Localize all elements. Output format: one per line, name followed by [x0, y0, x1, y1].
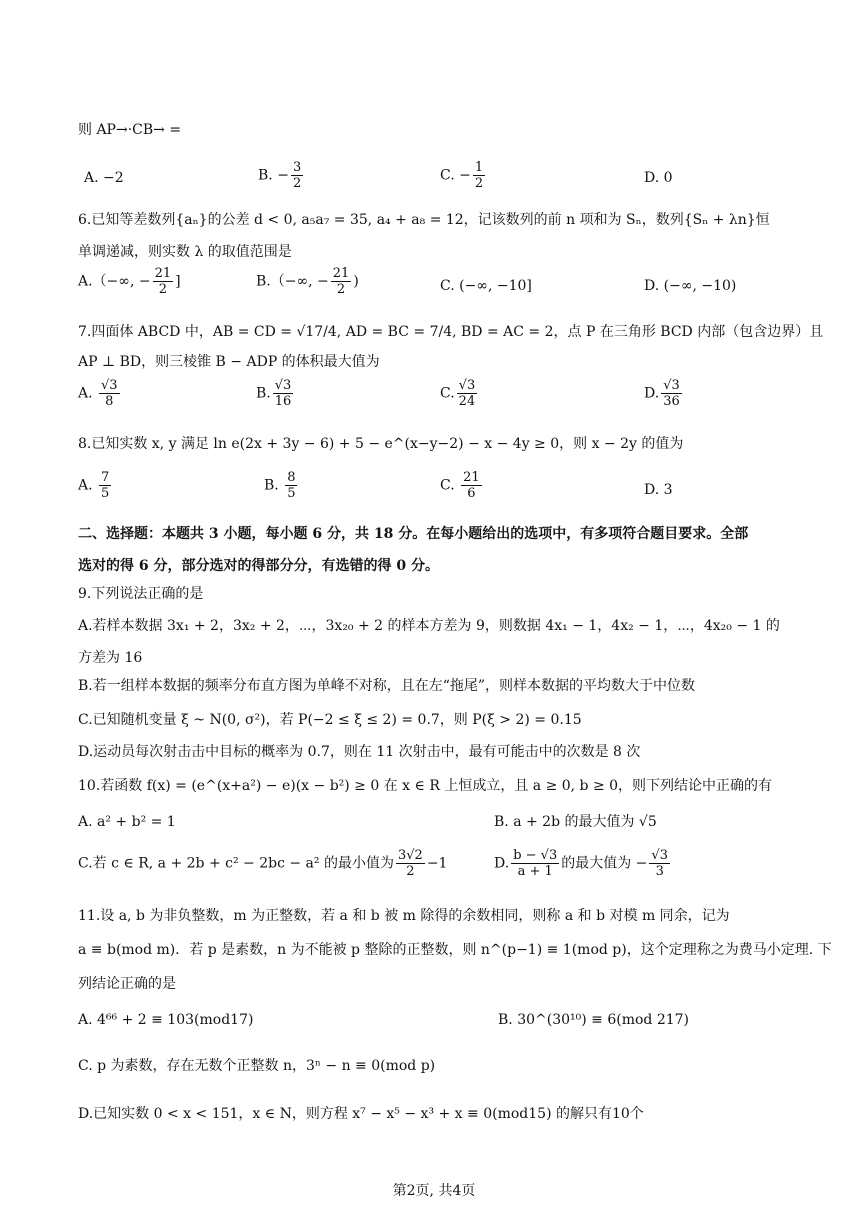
q7-stem-line1: 7.四面体 ABCD 中，AB = CD = √17/4, AD = BC = 7/4, BD = AC = 2，点 P 在三角形 BCD 内部（包含边界）且 [78, 324, 824, 340]
q9-option-b: B.若一组样本数据的频率分布直方图为单峰不对称，且在左“拖尾”，则样本数据的平均数大于中位数 [78, 678, 696, 694]
q10-stem: 10.若函数 f(x) = (e^(x+a²) − e)(x − b²) ≥ 0 在 x ∈ R 上恒成立，且 a ≥ 0, b ≥ 0，则下列结论中正确的有 [78, 778, 773, 794]
q7-stem-line2: AP ⊥ BD，则三棱锥 B − ADP 的体积最大值为 [78, 354, 380, 370]
q7-option-b: B. $\frac{√3}{16}$ [256, 378, 292, 409]
section2-heading-line1: 二、选择题：本题共 3 小题，每小题 6 分，共 18 分。在每小题给出的选项中，有多项符合题目要求。全部 [78, 526, 749, 542]
q9-option-d: D.运动员每次射击击中目标的概率为 0.7，则在 11 次射击中，最有可能击中的次数是 8 次 [78, 744, 641, 760]
q6-option-d: D. (−∞, −10) [644, 278, 737, 294]
q11-option-a: A. 4⁶⁶ + 2 ≡ 103(mod17) [78, 1012, 254, 1028]
page-number-footer: 第2页, 共4页 [392, 1183, 476, 1199]
q10-option-d: D. $\frac{b - √3}{a + 1}$ 的最大值为 − $\frac{√3}{3}$ [494, 848, 668, 879]
section2-heading-line2: 选对的得 6 分，部分选对的得部分分，有选错的得 0 分。 [78, 558, 439, 574]
q8-stem: 8.已知实数 x, y 满足 ln e(2x + 3y − 6) + 5 − e^(x−y−2) − x − 4y ≥ 0，则 x − 2y 的值为 [78, 436, 684, 452]
q9-option-a-line2: 方差为 16 [78, 650, 143, 666]
q8-options [78, 470, 798, 510]
q8-option-a: A. $\frac{7}{5}$ [78, 470, 110, 501]
q10-option-b: B. a + 2b 的最大值为 √5 [494, 814, 657, 830]
q6-option-b: B.（−∞, − $\frac{21}{2}$ ) [256, 266, 359, 297]
q5-option-d: D. 0 [644, 170, 673, 186]
q5-option-b: B. − $\frac{3}{2}$ [258, 160, 302, 191]
q9-stem: 9.下列说法正确的是 [78, 586, 204, 602]
q11-option-d: D.已知实数 0 < x < 151，x ∈ N，则方程 x⁷ − x⁵ − x³ + x ≡ 0(mod15) 的解只有10个 [78, 1106, 644, 1122]
q10-option-c: C.若 c ∈ R, a + 2b + c² − 2bc − a² 的最小值为 $\frac{3√2}{2}$ −1 [78, 848, 448, 879]
q10-options-cd [78, 848, 798, 892]
q6-stem-line1: 6.已知等差数列{aₙ}的公差 d < 0, a₅a₇ = 35, a₄ + a₈ = 12，记该数列的前 n 项和为 Sₙ，数列{Sₙ + λn}恒 [78, 212, 770, 228]
q11-option-b: B. 30^(30¹⁰) ≡ 6(mod 217) [498, 1012, 689, 1028]
q8-option-c: C. $\frac{21}{6}$ [440, 470, 480, 501]
q7-option-d: D. $\frac{√3}{36}$ [644, 378, 680, 409]
q6-stem-line2: 单调递减，则实数 λ 的取值范围是 [78, 244, 292, 260]
q7-option-c: C. $\frac{√3}{24}$ [440, 378, 476, 409]
q9-option-a-line1: A.若样本数据 3x₁ + 2，3x₂ + 2，⋯，3x₂₀ + 2 的样本方差为 9，则数据 4x₁ − 1，4x₂ − 1，⋯，4x₂₀ − 1 的 [78, 618, 780, 634]
q11-stem-line3: 列结论正确的是 [78, 976, 176, 992]
q11-option-c: C. p 为素数，存在无数个正整数 n，3ⁿ − n ≡ 0(mod p) [78, 1058, 436, 1074]
q10-option-a: A. a² + b² = 1 [78, 814, 176, 830]
q9-option-c: C.已知随机变量 ξ ~ N(0, σ²)，若 P(−2 ≤ ξ ≤ 2) = 0.7，则 P(ξ > 2) = 0.15 [78, 712, 582, 728]
q8-option-d: D. 3 [644, 482, 673, 498]
q7-option-a: A. $\frac{√3}{8}$ [78, 378, 118, 409]
q6-option-a: A.（−∞, − $\frac{21}{2}$ ] [78, 266, 181, 297]
q11-stem-line2: a ≡ b(mod m)．若 p 是素数，n 为不能被 p 整除的正整数，则 n^(p−1) ≡ 1(mod p)，这个定理称之为费马小定理. 下 [78, 942, 832, 958]
q11-stem-line1: 11.设 a, b 为非负整数，m 为正整数，若 a 和 b 被 m 除得的余数相同，则称 a 和 b 对模 m 同余，记为 [78, 908, 730, 924]
q5-stem-tail: 则 AP→·CB→ = [78, 122, 182, 138]
q5-options [78, 160, 798, 200]
fraction: $\frac{1}{2}$ [474, 160, 484, 191]
q6-options [78, 266, 798, 306]
fraction: $\frac{3}{2}$ [292, 160, 302, 191]
q7-options [78, 378, 798, 418]
q6-option-c: C. (−∞, −10] [440, 278, 532, 294]
q5-option-a: A. −2 [84, 170, 124, 186]
q8-option-b: B. $\frac{8}{5}$ [264, 470, 296, 501]
q5-option-c: C. − $\frac{1}{2}$ [440, 160, 484, 191]
